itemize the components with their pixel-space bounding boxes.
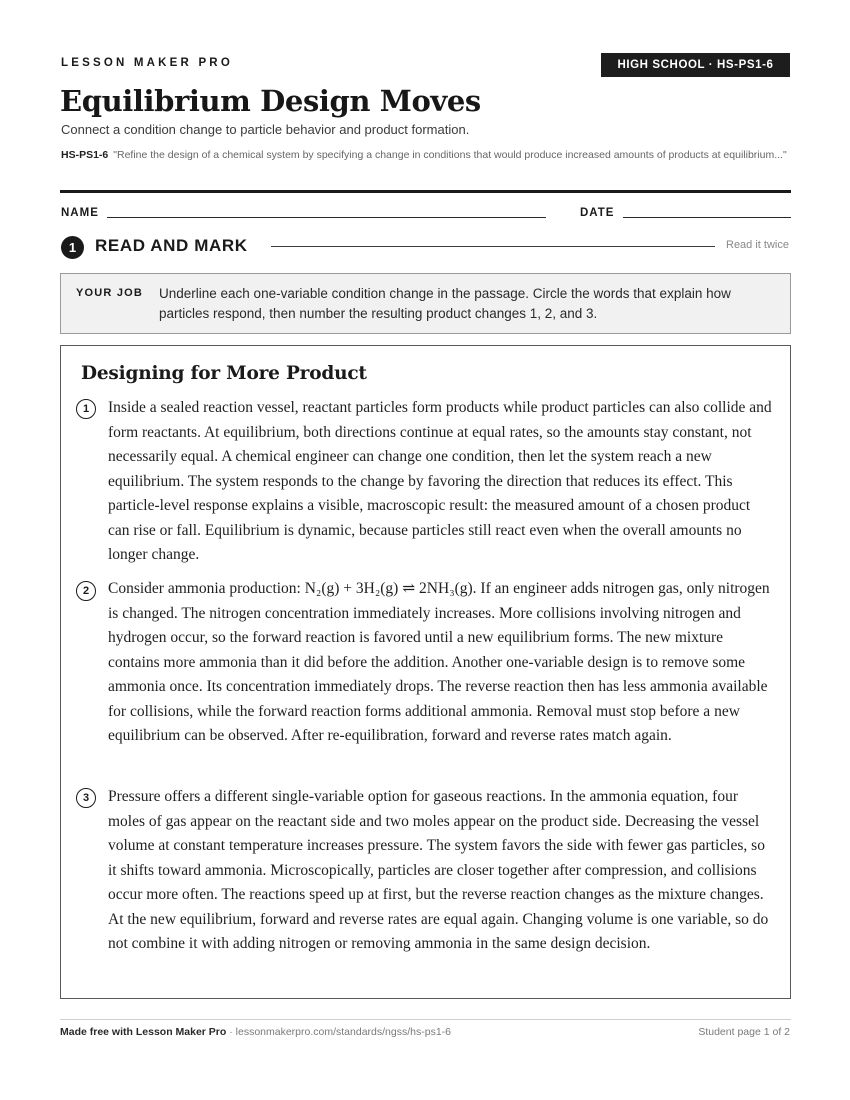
footer-url[interactable]: · lessonmakerpro.com/standards/ngss/hs-ps1-6 [226,1026,451,1038]
level-badge: HIGH SCHOOL · HS-PS1-6 [601,53,790,77]
instructions-text: Underline each one-variable condition change in the passage. Circle the words that explain how particles respond, then number the resulting product changes 1, 2, and 3. [159,286,731,321]
section-title: READ AND MARK [95,236,248,255]
paragraph-2: Consider ammonia production: N₂(g) + 3H₂(g) ⇌ 2NH₃(g). If an engineer adds nitrogen gas, only nitrogen is changed. The nitrogen concentration immediately increases. More collisions involving nitrogen and hydrogen occur, so the forward reaction is favored until a new equilibrium forms. The new mixture contains more ammonia than it did before the addition. Another one-variable design is to remove some ammonia once. Its concentration immediately drops. The reverse reaction then has less ammonia available for collisions, while the forward reaction forms additional ammonia. Removal must stop before a new equilibrium can be observed. After re-equilibration, forward and reverse rates match again. [108,580,770,744]
page-subtitle: Connect a condition change to particle behavior and product formation. [61,122,470,137]
standard-text: "Refine the design of a chemical system by specifying a change in conditions that would produce increased amounts of products at equilibrium..." [113,149,787,161]
date-field[interactable] [623,217,791,218]
name-label: NAME [61,207,99,219]
footer-made-with: Made free with Lesson Maker Pro [60,1026,227,1038]
page-title: Equilibrium Design Moves [60,84,481,118]
brand-name: LESSON MAKER PRO [61,57,233,69]
name-field[interactable] [107,217,546,218]
section-number-badge: 1 [61,236,84,259]
paragraph-number-1: 1 [76,399,96,419]
header-divider [60,190,791,193]
instructions-box [60,273,791,334]
footer-page-number: Student page 1 of 2 [698,1026,790,1038]
footer-divider [60,1019,791,1020]
section-hint: Read it twice [726,239,789,251]
paragraph-number-2: 2 [76,581,96,601]
standard-code: HS-PS1-6 [61,149,109,161]
paragraph-3: Pressure offers a different single-variable option for gaseous reactions. In the ammonia equation, four moles of gas appear on the reactant side and two moles appear on the product side. Decreasing the vessel volume at constant temperature increases pressure. The system favors the side with fewer gas particles, so it shifts toward ammonia. Microscopically, particles are closer together after compression, and collisions occur more often. The reactions speed up at first, but the reverse reaction changes as the mixture changes. At the new equilibrium, forward and reverse rates are equal again. Changing volume is one variable, so do not combine it with adding nitrogen or removing ammonia in the same design decision. [108,788,769,952]
paragraph-1: Inside a sealed reaction vessel, reactant particles form products while product particles can also collide and form reactants. At equilibrium, both directions continue at equal rates, so the amounts stay constant, not necessarily equal. A chemical engineer can change one condition, then let the system reach a new equilibrium. The system responds to the change by favoring the direction that reduces its effect. This particle-level response explains a visible, macroscopic result: the measured amount of a chosen product can rise or fall. Equilibrium is dynamic, because particles still react even when the overall amounts no longer change. [108,399,772,563]
date-label: DATE [580,207,615,219]
reading-passage [60,345,791,999]
passage-title: Designing for More Product [81,363,367,384]
paragraph-number-3: 3 [76,788,96,808]
footer-credit [60,1026,451,1038]
section-divider [271,246,715,247]
standard-statement [61,147,791,163]
instructions-label: YOUR JOB [76,287,144,299]
